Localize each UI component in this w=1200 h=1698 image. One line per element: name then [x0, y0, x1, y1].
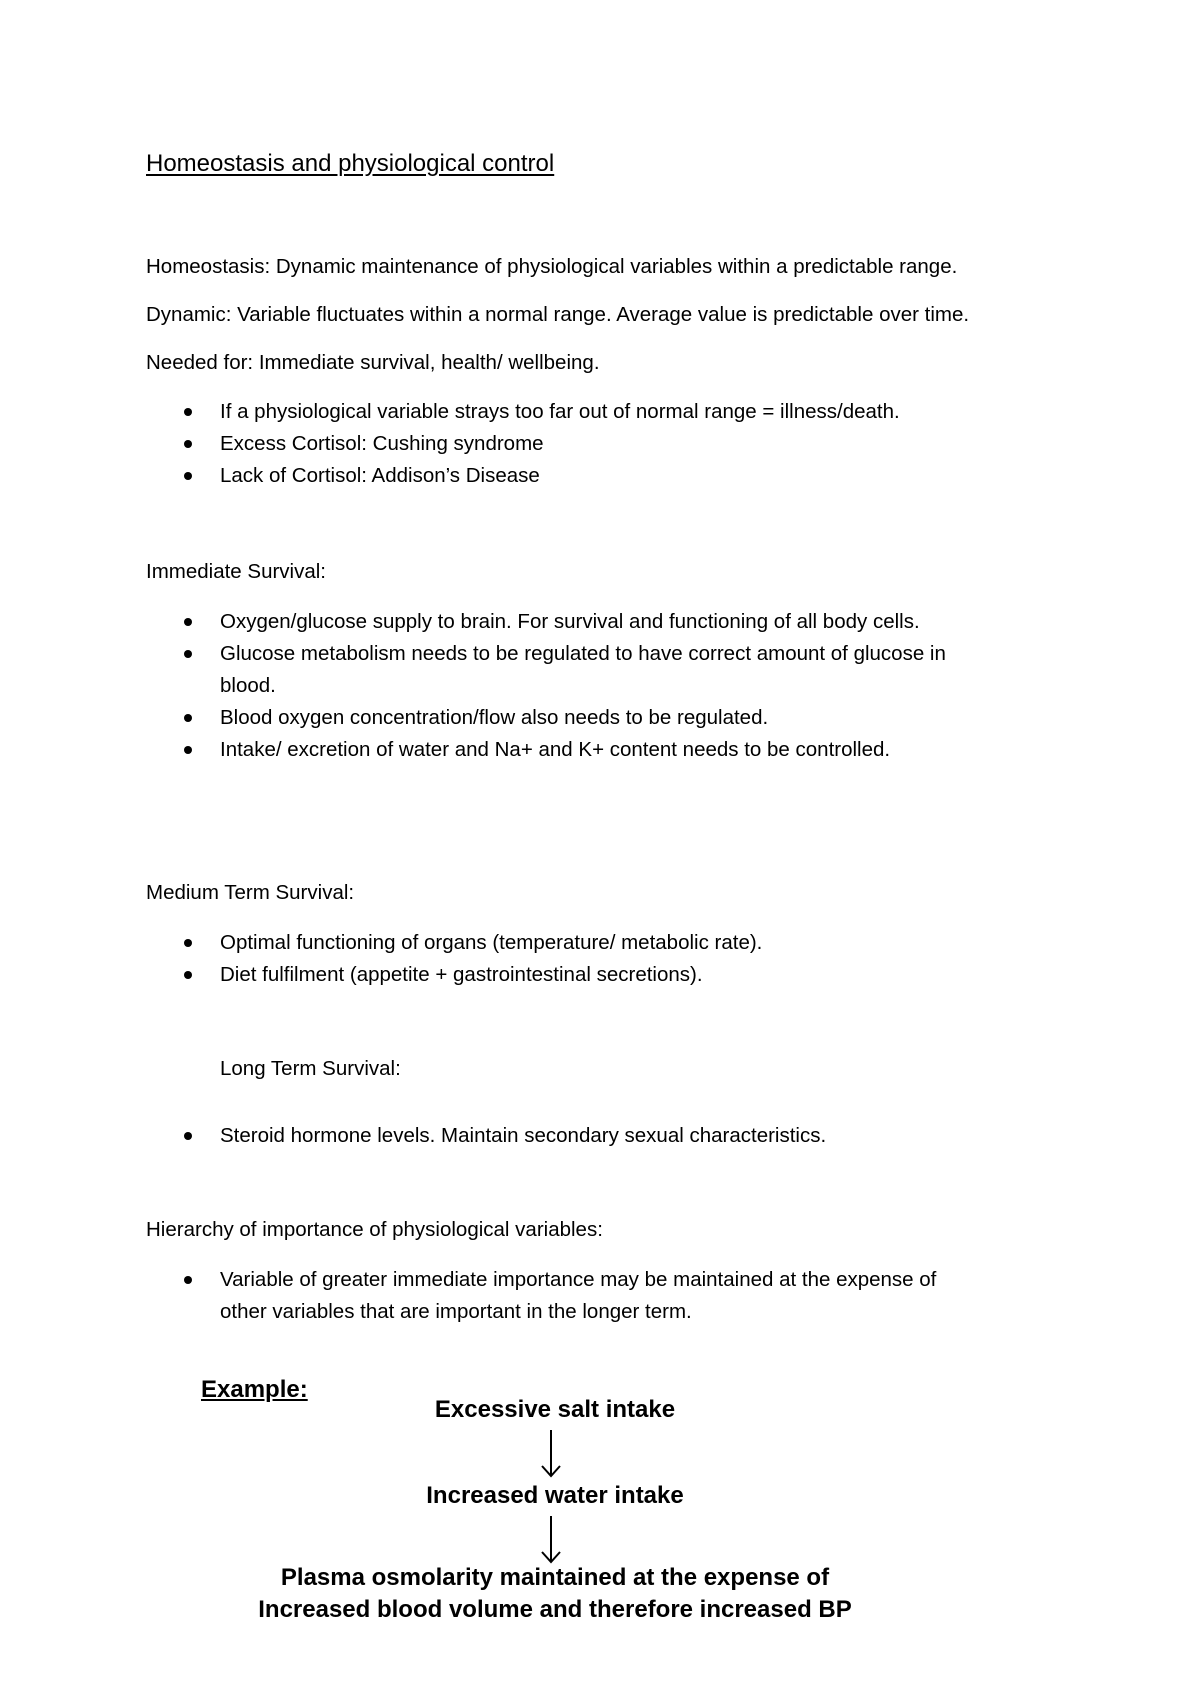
list-item: Diet fulfilment (appetite + gastrointestinal secretions). [146, 959, 1046, 991]
medium-survival-heading: Medium Term Survival: [146, 881, 355, 904]
dynamic-definition: Dynamic: Variable fluctuates within a normal range. Average value is predictable over time. [146, 303, 970, 326]
example-result-line2: Increased blood volume and therefore increased BP [258, 1596, 852, 1623]
list-item: Excess Cortisol: Cushing syndrome [146, 428, 1046, 460]
bullet-icon [184, 1276, 192, 1284]
list-item: Oxygen/glucose supply to brain. For survival and functioning of all body cells. [146, 606, 1046, 638]
bullet-icon [184, 440, 192, 448]
bullet-icon [184, 971, 192, 979]
bullet-icon [184, 408, 192, 416]
list-item: Steroid hormone levels. Maintain secondary sexual characteristics. [146, 1120, 1046, 1152]
bullet-icon [184, 618, 192, 626]
long-bullet-list [146, 1120, 1046, 1152]
bullet-icon [184, 939, 192, 947]
arrow-down-icon [540, 1516, 562, 1564]
bullet-icon [184, 714, 192, 722]
needed-for-line: Needed for: Immediate survival, health/ wellbeing. [146, 351, 600, 374]
page-title: Homeostasis and physiological control [146, 150, 555, 177]
list-item: Lack of Cortisol: Addison’s Disease [146, 460, 1046, 492]
list-item: If a physiological variable strays too far out of normal range = illness/death. [146, 396, 1046, 428]
immediate-bullet-list [146, 606, 1046, 766]
hierarchy-heading: Hierarchy of importance of physiological variables: [146, 1218, 603, 1241]
immediate-survival-heading: Immediate Survival: [146, 560, 327, 583]
example-step-salt: Excessive salt intake [434, 1396, 676, 1423]
long-survival-heading: Long Term Survival: [220, 1057, 401, 1080]
example-step-water: Increased water intake [426, 1482, 684, 1509]
hierarchy-bullet-list [146, 1264, 1046, 1328]
example-label: Example: [201, 1376, 308, 1403]
list-item: Optimal functioning of organs (temperature/ metabolic rate). [146, 927, 1046, 959]
homeostasis-definition: Homeostasis: Dynamic maintenance of physiological variables within a predictable range. [146, 255, 958, 278]
list-item: Intake/ excretion of water and Na+ and K+ content needs to be controlled. [146, 734, 1046, 766]
bullet-icon [184, 746, 192, 754]
list-item: Blood oxygen concentration/flow also needs to be regulated. [146, 702, 1046, 734]
arrow-down-icon [540, 1430, 562, 1478]
example-result-line1: Plasma osmolarity maintained at the expense of [280, 1564, 830, 1591]
list-item: Variable of greater immediate importance may be maintained at the expense of other variables that are important in the longer term. [146, 1264, 1046, 1328]
bullet-icon [184, 650, 192, 658]
medium-bullet-list [146, 927, 1046, 991]
bullet-icon [184, 1132, 192, 1140]
bullet-icon [184, 472, 192, 480]
intro-bullet-list [146, 396, 1046, 492]
list-item: Glucose metabolism needs to be regulated to have correct amount of glucose in blood. [146, 638, 1046, 702]
